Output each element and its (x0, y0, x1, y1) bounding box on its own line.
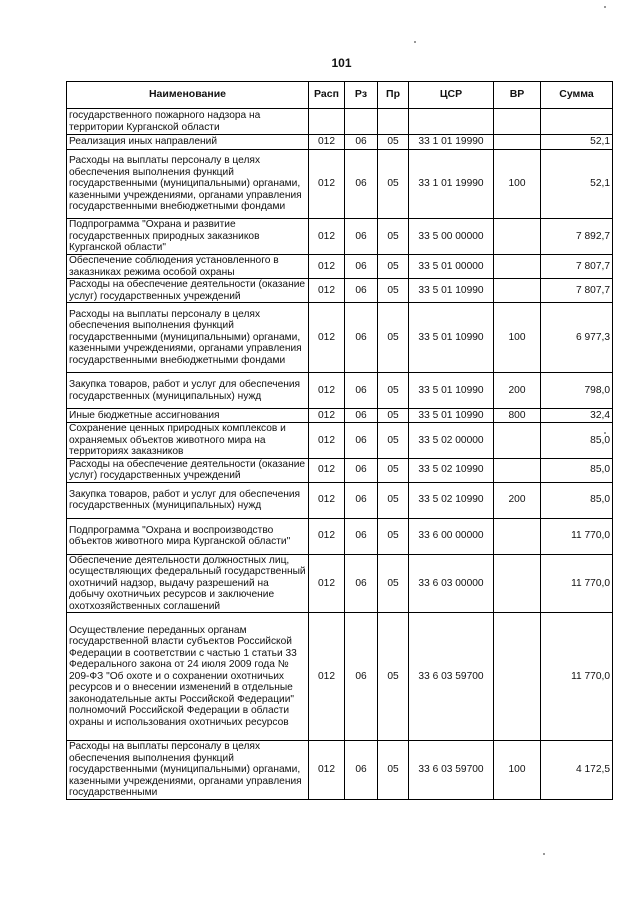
cell-vr (494, 109, 541, 135)
cell-name: государственного пожарного надзора на территории Курганской области (67, 109, 309, 135)
cell-name: Обеспечение соблюдения установленного в заказниках режима особой охраны (67, 255, 309, 279)
cell-csr: 33 5 00 00000 (409, 219, 494, 255)
cell-pr: 05 (378, 255, 409, 279)
cell-rz (345, 109, 378, 135)
scan-speck (604, 6, 606, 8)
cell-sum: 7 892,7 (541, 219, 613, 255)
cell-name: Закупка товаров, работ и услуг для обеспечения государственных (муниципальных) нужд (67, 482, 309, 518)
cell-sum: 85,0 (541, 458, 613, 482)
cell-csr: 33 5 02 10990 (409, 482, 494, 518)
cell-rz: 06 (345, 255, 378, 279)
budget-table (66, 81, 613, 800)
cell-vr: 800 (494, 409, 541, 423)
cell-csr: 33 5 01 10990 (409, 373, 494, 409)
cell-csr (409, 109, 494, 135)
cell-sum: 52,1 (541, 135, 613, 150)
cell-sum: 85,0 (541, 423, 613, 459)
cell-pr: 05 (378, 303, 409, 373)
cell-rasp: 012 (309, 135, 345, 150)
cell-name: Иные бюджетные ассигнования (67, 409, 309, 423)
cell-pr: 05 (378, 135, 409, 150)
table-row (67, 219, 613, 255)
header-rz: Рз (345, 82, 378, 109)
table-row (67, 135, 613, 150)
cell-vr (494, 554, 541, 613)
cell-vr (494, 255, 541, 279)
cell-rz: 06 (345, 409, 378, 423)
cell-vr: 200 (494, 482, 541, 518)
cell-vr (494, 423, 541, 459)
table-row (67, 613, 613, 741)
cell-name: Расходы на выплаты персоналу в целях обеспечения выполнения функций государственными (муниципальными) органами, казенными учреждениями, органами управления государственными внебюджетными фондами (67, 150, 309, 219)
cell-csr: 33 6 03 00000 (409, 554, 494, 613)
cell-csr: 33 6 03 59700 (409, 741, 494, 800)
cell-name: Расходы на обеспечение деятельности (оказание услуг) государственных учреждений (67, 279, 309, 303)
cell-rz: 06 (345, 303, 378, 373)
cell-sum (541, 109, 613, 135)
cell-rasp: 012 (309, 373, 345, 409)
cell-pr: 05 (378, 613, 409, 741)
cell-vr (494, 613, 541, 741)
cell-name: Осуществление переданных органам государственной власти субъектов Российской Федерации в соответствии с частью 1 статьи 33 Федерального закона от 24 июля 2009 года № 209-ФЗ "Об охоте и о сохранении охотничьих ресурсов и о внесении изменений в отдельные законодательные акты Российской Федерации" полномочий Российской Федерации в области охраны и использования охотничьих ресурсов (67, 613, 309, 741)
cell-rz: 06 (345, 279, 378, 303)
cell-rz: 06 (345, 219, 378, 255)
cell-csr: 33 5 01 10990 (409, 409, 494, 423)
cell-name: Реализация иных направлений (67, 135, 309, 150)
scan-speck (414, 41, 416, 43)
cell-rasp: 012 (309, 741, 345, 800)
cell-rz: 06 (345, 458, 378, 482)
table-row (67, 482, 613, 518)
cell-sum: 4 172,5 (541, 741, 613, 800)
cell-csr: 33 5 02 00000 (409, 423, 494, 459)
table-row (67, 554, 613, 613)
cell-vr (494, 219, 541, 255)
cell-rz: 06 (345, 150, 378, 219)
cell-name: Сохранение ценных природных комплексов и охраняемых объектов животного мира на территориях заказников (67, 423, 309, 459)
cell-csr: 33 5 01 10990 (409, 303, 494, 373)
cell-sum: 11 770,0 (541, 613, 613, 741)
cell-sum: 7 807,7 (541, 255, 613, 279)
cell-rasp: 012 (309, 150, 345, 219)
cell-rasp: 012 (309, 458, 345, 482)
header-name: Наименование (67, 82, 309, 109)
table-row (67, 109, 613, 135)
cell-csr: 33 5 01 10990 (409, 279, 494, 303)
cell-csr: 33 5 02 10990 (409, 458, 494, 482)
table-row (67, 373, 613, 409)
cell-rasp: 012 (309, 255, 345, 279)
cell-sum: 85,0 (541, 482, 613, 518)
cell-rasp (309, 109, 345, 135)
cell-vr: 100 (494, 741, 541, 800)
cell-pr: 05 (378, 150, 409, 219)
cell-pr: 05 (378, 518, 409, 554)
scan-speck (604, 432, 606, 434)
cell-pr: 05 (378, 482, 409, 518)
cell-name: Подпрограмма "Охрана и развитие государственных природных заказников Курганской области" (67, 219, 309, 255)
cell-vr: 100 (494, 303, 541, 373)
cell-pr: 05 (378, 279, 409, 303)
header-sum: Сумма (541, 82, 613, 109)
cell-rasp: 012 (309, 423, 345, 459)
cell-rz: 06 (345, 423, 378, 459)
cell-vr (494, 518, 541, 554)
table-row (67, 458, 613, 482)
table-row (67, 518, 613, 554)
cell-sum: 32,4 (541, 409, 613, 423)
header-pr: Пр (378, 82, 409, 109)
cell-sum: 7 807,7 (541, 279, 613, 303)
cell-csr: 33 6 00 00000 (409, 518, 494, 554)
cell-rz: 06 (345, 741, 378, 800)
cell-sum: 11 770,0 (541, 554, 613, 613)
cell-rz: 06 (345, 373, 378, 409)
cell-vr (494, 279, 541, 303)
cell-rasp: 012 (309, 554, 345, 613)
cell-pr: 05 (378, 554, 409, 613)
cell-sum: 52,1 (541, 150, 613, 219)
cell-vr (494, 135, 541, 150)
header-csr: ЦСР (409, 82, 494, 109)
cell-name: Расходы на выплаты персоналу в целях обеспечения выполнения функций государственными (муниципальными) органами, казенными учреждениями, органами управления государственными внебюджетными фондами (67, 303, 309, 373)
cell-vr (494, 458, 541, 482)
cell-pr (378, 109, 409, 135)
cell-sum: 798,0 (541, 373, 613, 409)
table-row (67, 409, 613, 423)
table-row (67, 741, 613, 800)
table-row (67, 255, 613, 279)
cell-name: Подпрограмма "Охрана и воспроизводство объектов животного мира Курганской области" (67, 518, 309, 554)
cell-rz: 06 (345, 482, 378, 518)
cell-name: Расходы на обеспечение деятельности (оказание услуг) государственных учреждений (67, 458, 309, 482)
cell-vr: 200 (494, 373, 541, 409)
table-row (67, 303, 613, 373)
table-row (67, 279, 613, 303)
cell-pr: 05 (378, 373, 409, 409)
cell-csr: 33 5 01 00000 (409, 255, 494, 279)
scan-speck (543, 853, 545, 855)
cell-sum: 6 977,3 (541, 303, 613, 373)
cell-name: Обеспечение деятельности должностных лиц, осуществляющих федеральный государственный охотничий надзор, выдачу разрешений на добычу охотничьих ресурсов и заключение охотхозяйственных соглашений (67, 554, 309, 613)
cell-rz: 06 (345, 613, 378, 741)
cell-rasp: 012 (309, 303, 345, 373)
cell-rz: 06 (345, 554, 378, 613)
cell-pr: 05 (378, 423, 409, 459)
cell-csr: 33 1 01 19990 (409, 135, 494, 150)
cell-rz: 06 (345, 518, 378, 554)
table-row (67, 150, 613, 219)
cell-pr: 05 (378, 458, 409, 482)
cell-rz: 06 (345, 135, 378, 150)
cell-rasp: 012 (309, 219, 345, 255)
cell-rasp: 012 (309, 482, 345, 518)
cell-rasp: 012 (309, 279, 345, 303)
cell-vr: 100 (494, 150, 541, 219)
cell-csr: 33 6 03 59700 (409, 613, 494, 741)
cell-csr: 33 1 01 19990 (409, 150, 494, 219)
header-rasp: Расп (309, 82, 345, 109)
page-number: 101 (331, 56, 352, 70)
table-header-row (67, 82, 613, 109)
cell-pr: 05 (378, 409, 409, 423)
cell-rasp: 012 (309, 613, 345, 741)
cell-pr: 05 (378, 741, 409, 800)
cell-name: Расходы на выплаты персоналу в целях обеспечения выполнения функций государственными (муниципальными) органами, казенными учреждениями, органами управления государственными (67, 741, 309, 800)
cell-name: Закупка товаров, работ и услуг для обеспечения государственных (муниципальных) нужд (67, 373, 309, 409)
cell-rasp: 012 (309, 409, 345, 423)
cell-rasp: 012 (309, 518, 345, 554)
header-vr: ВР (494, 82, 541, 109)
cell-sum: 11 770,0 (541, 518, 613, 554)
table-row (67, 423, 613, 459)
cell-pr: 05 (378, 219, 409, 255)
